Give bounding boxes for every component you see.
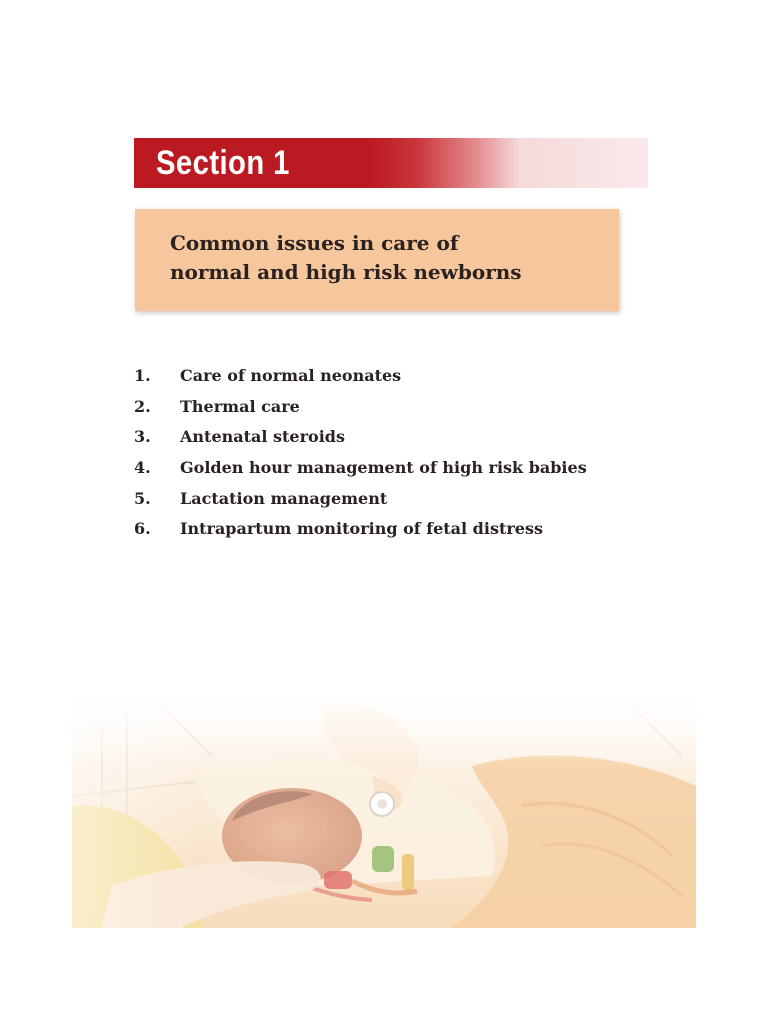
list-item-number: 2. xyxy=(134,396,151,416)
newborn-care-photo xyxy=(72,686,696,928)
list-item-number: 1. xyxy=(134,366,151,385)
list-item-label: Intrapartum monitoring of fetal distress xyxy=(180,519,543,539)
section-banner xyxy=(134,138,648,188)
list-item xyxy=(134,485,587,516)
subtitle-line-2: normal and high risk newborns xyxy=(170,260,522,284)
list-item-label: Antenatal steroids xyxy=(180,427,345,447)
list-item-number: 5. xyxy=(134,488,151,508)
subtitle-line-1: Common issues in care of xyxy=(170,231,459,255)
list-item xyxy=(134,393,587,424)
topic-list xyxy=(134,362,587,546)
list-item xyxy=(134,454,587,485)
list-item-number: 3. xyxy=(134,427,151,447)
list-item-label: Care of normal neonates xyxy=(180,366,402,385)
newborn-care-illustration xyxy=(72,686,696,928)
section-title: Section 1 xyxy=(156,144,290,182)
list-item xyxy=(134,515,587,546)
list-item-number: 4. xyxy=(134,458,151,478)
section-subtitle xyxy=(170,229,610,287)
list-item xyxy=(134,362,587,393)
list-item-label: Thermal care xyxy=(180,396,300,416)
list-item xyxy=(134,423,587,454)
list-item-label: Lactation management xyxy=(180,488,388,508)
list-item-number: 6. xyxy=(134,519,151,539)
section-subtitle-box xyxy=(135,209,619,311)
list-item-label: Golden hour management of high risk babies xyxy=(180,458,587,478)
